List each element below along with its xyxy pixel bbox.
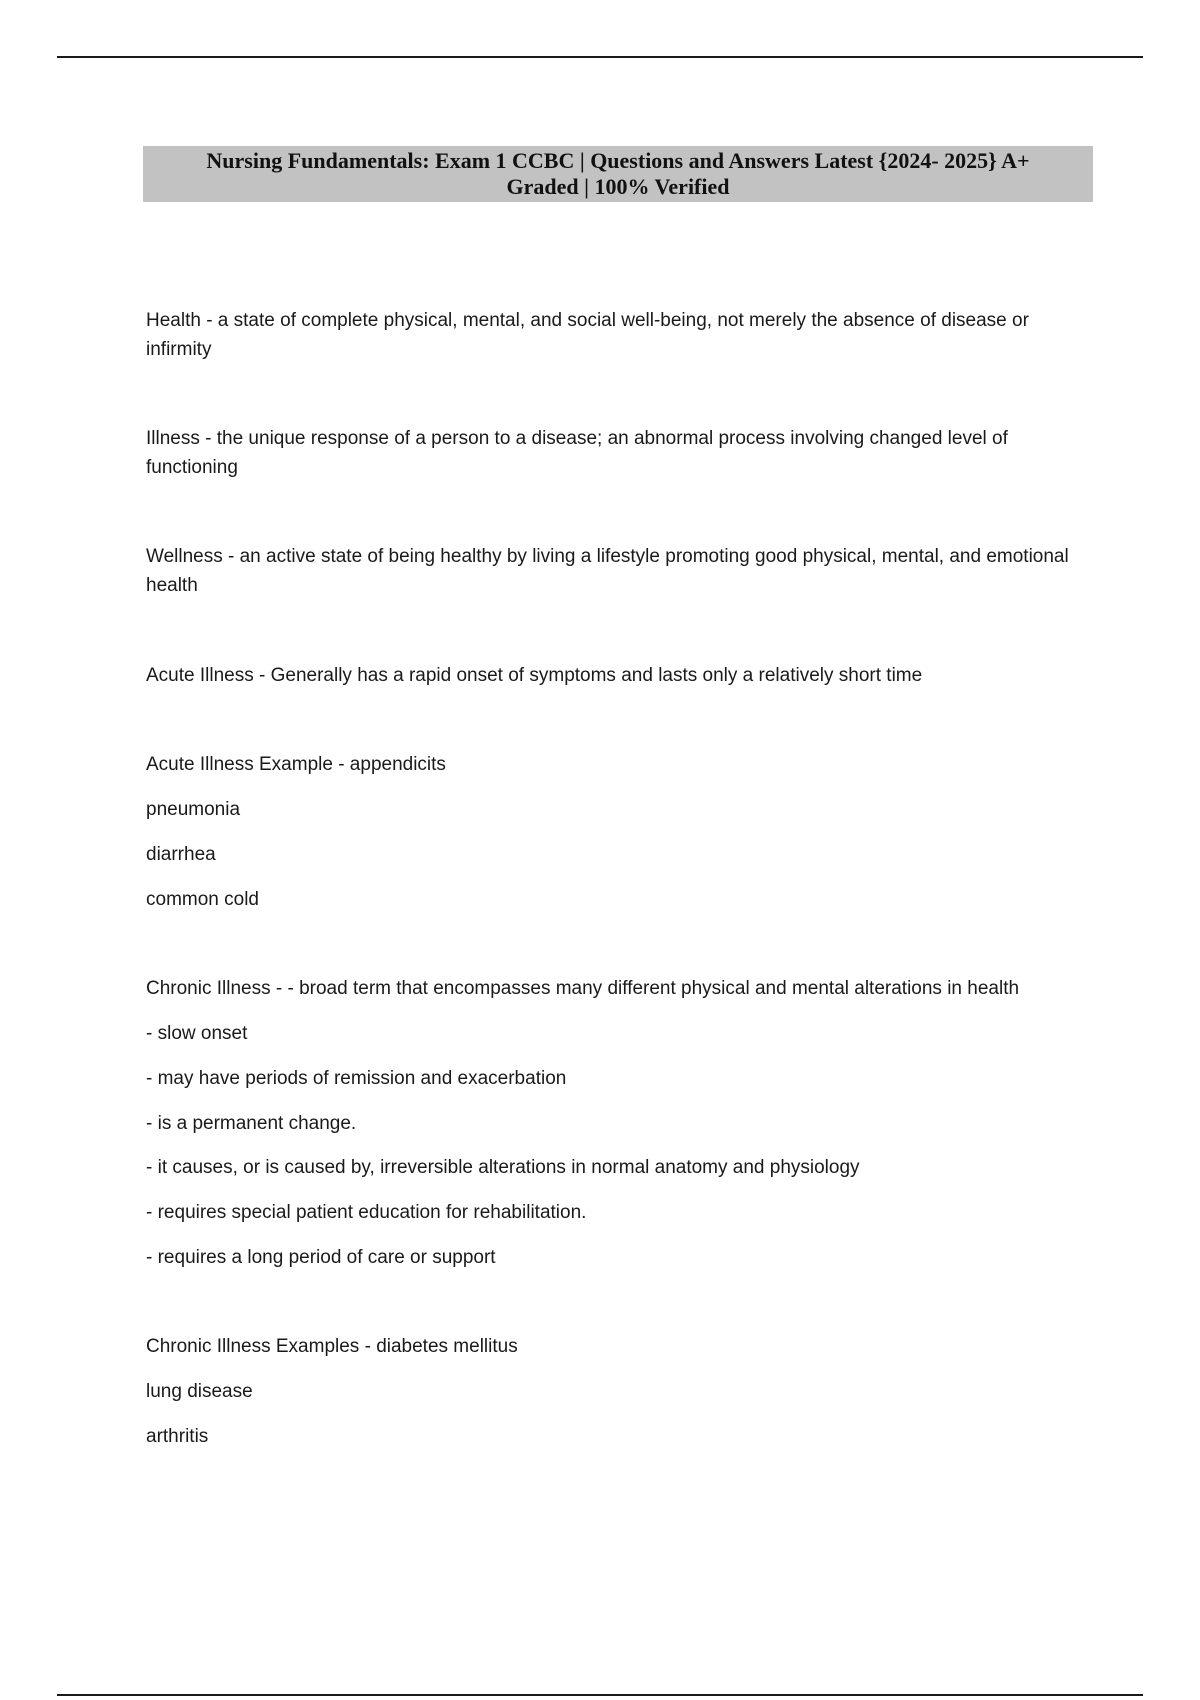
list-item: common cold <box>146 889 259 910</box>
entry-wellness: Wellness - an active state of being healthy by living a lifestyle promoting good physical, mental, and emotional health <box>146 546 1069 596</box>
list-item: - may have periods of remission and exacerbation <box>146 1068 567 1089</box>
list-item: - is a permanent change. <box>146 1113 357 1134</box>
title-line-2: Graded | 100% Verified <box>506 174 730 199</box>
list-item: arthritis <box>146 1426 209 1447</box>
list-item: - requires special patient education for rehabilitation. <box>146 1202 587 1223</box>
bottom-rule <box>57 1694 1143 1696</box>
title-line-1: Nursing Fundamentals: Exam 1 CCBC | Questions and Answers Latest {2024- 2025} A+ <box>206 148 1030 173</box>
document-title <box>143 146 1093 202</box>
entry-chronic-illness: Chronic Illness - - broad term that encompasses many different physical and mental alterations in health <box>146 978 1020 999</box>
list-item: pneumonia <box>146 799 241 820</box>
entry-health: Health - a state of complete physical, mental, and social well-being, not merely the absence of disease or infirmity <box>146 310 1029 360</box>
list-item: - it causes, or is caused by, irreversible alterations in normal anatomy and physiology <box>146 1157 860 1178</box>
list-item: lung disease <box>146 1381 253 1402</box>
entry-chronic-illness-examples: Chronic Illness Examples - diabetes mellitus <box>146 1336 518 1357</box>
top-rule <box>57 56 1143 58</box>
list-item: - requires a long period of care or support <box>146 1247 496 1268</box>
entry-acute-illness-example: Acute Illness Example - appendicits <box>146 754 446 775</box>
list-item: - slow onset <box>146 1023 248 1044</box>
list-item: diarrhea <box>146 844 216 865</box>
entry-illness: Illness - the unique response of a person to a disease; an abnormal process involving changed level of functioning <box>146 428 1008 478</box>
entry-acute-illness: Acute Illness - Generally has a rapid onset of symptoms and lasts only a relatively short time <box>146 665 923 686</box>
